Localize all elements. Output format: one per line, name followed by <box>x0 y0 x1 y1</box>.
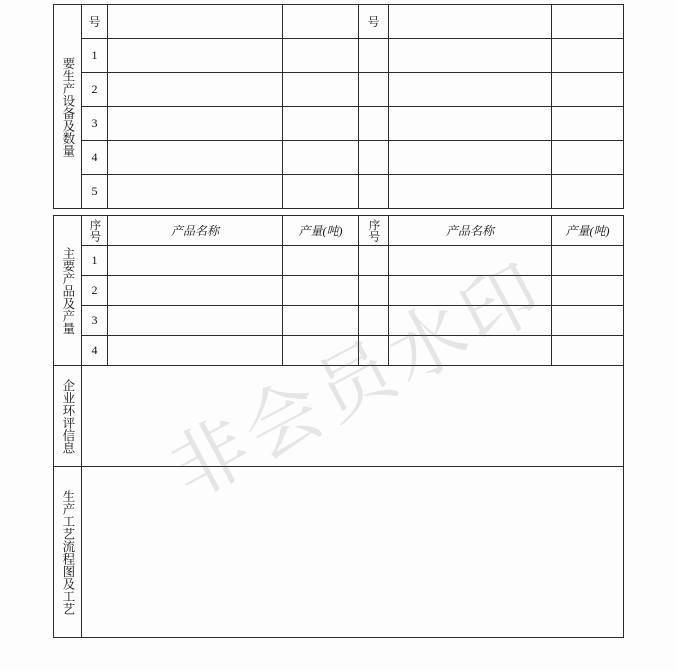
table-row <box>54 107 624 141</box>
equipment-cell-qty[interactable] <box>283 175 359 209</box>
products-header-col3: 产量(吨) <box>283 216 359 246</box>
table-row <box>54 276 624 306</box>
equipment-table <box>53 4 624 209</box>
products-cell-name2[interactable] <box>389 306 552 336</box>
equipment-row-no2 <box>359 107 389 141</box>
table-row <box>54 216 624 246</box>
products-table <box>53 215 624 638</box>
products-row-no2 <box>359 306 389 336</box>
products-cell-qty[interactable] <box>283 276 359 306</box>
table-row <box>54 306 624 336</box>
products-header-col1: 序号 <box>82 216 108 246</box>
products-cell-name[interactable] <box>108 276 283 306</box>
table-row <box>54 246 624 276</box>
table-row <box>54 73 624 107</box>
equipment-header-col5[interactable] <box>389 5 552 39</box>
products-cell-qty2[interactable] <box>552 306 624 336</box>
equipment-cell-name2[interactable] <box>389 107 552 141</box>
products-header-col2: 产品名称 <box>108 216 283 246</box>
equipment-cell-name[interactable] <box>108 107 283 141</box>
equipment-cell-qty[interactable] <box>283 39 359 73</box>
products-row-no: 1 <box>82 246 108 276</box>
equipment-row-no2 <box>359 141 389 175</box>
equipment-cell-qty2[interactable] <box>552 175 624 209</box>
equipment-cell-name2[interactable] <box>389 39 552 73</box>
products-header-col6: 产量(吨) <box>552 216 624 246</box>
table-row <box>54 366 624 467</box>
eia-value[interactable] <box>82 366 624 467</box>
table-row <box>54 5 624 39</box>
equipment-cell-qty2[interactable] <box>552 73 624 107</box>
table-row <box>54 141 624 175</box>
products-row-label: 主要产品及产量 <box>54 216 82 366</box>
products-row-no2 <box>359 276 389 306</box>
products-cell-qty[interactable] <box>283 306 359 336</box>
equipment-row-no: 4 <box>82 141 108 175</box>
products-row-no: 3 <box>82 306 108 336</box>
products-row-no: 4 <box>82 336 108 366</box>
equipment-header-col4: 号 <box>359 5 389 39</box>
products-cell-qty2[interactable] <box>552 276 624 306</box>
equipment-cell-name[interactable] <box>108 141 283 175</box>
equipment-cell-qty2[interactable] <box>552 39 624 73</box>
products-row-no: 2 <box>82 276 108 306</box>
process-label: 生产工艺流程图及工艺 <box>54 467 82 638</box>
equipment-header-col1: 号 <box>82 5 108 39</box>
equipment-row-no2 <box>359 175 389 209</box>
eia-label: 企业环评信息 <box>54 366 82 467</box>
products-cell-qty2[interactable] <box>552 336 624 366</box>
equipment-header-col6[interactable] <box>552 5 624 39</box>
equipment-row-no: 1 <box>82 39 108 73</box>
equipment-cell-name[interactable] <box>108 175 283 209</box>
products-cell-name2[interactable] <box>389 276 552 306</box>
table-row <box>54 175 624 209</box>
equipment-cell-qty[interactable] <box>283 141 359 175</box>
equipment-header-col2[interactable] <box>108 5 283 39</box>
equipment-header-col3[interactable] <box>283 5 359 39</box>
products-row-no2 <box>359 246 389 276</box>
equipment-row-no: 2 <box>82 73 108 107</box>
process-value[interactable] <box>82 467 624 638</box>
equipment-row-no: 5 <box>82 175 108 209</box>
equipment-row-no2 <box>359 73 389 107</box>
equipment-cell-name2[interactable] <box>389 73 552 107</box>
products-cell-name[interactable] <box>108 306 283 336</box>
equipment-cell-qty[interactable] <box>283 107 359 141</box>
products-cell-name[interactable] <box>108 336 283 366</box>
products-row-no2 <box>359 336 389 366</box>
products-cell-name[interactable] <box>108 246 283 276</box>
products-cell-name2[interactable] <box>389 336 552 366</box>
equipment-row-no2 <box>359 39 389 73</box>
equipment-row-no: 3 <box>82 107 108 141</box>
table-row <box>54 467 624 638</box>
products-header-col4: 序号 <box>359 216 389 246</box>
products-header-col5: 产品名称 <box>389 216 552 246</box>
watermark-text: 非会员水印 <box>157 247 560 515</box>
products-cell-name2[interactable] <box>389 246 552 276</box>
products-cell-qty[interactable] <box>283 336 359 366</box>
table-row <box>54 39 624 73</box>
products-cell-qty[interactable] <box>283 246 359 276</box>
equipment-cell-qty2[interactable] <box>552 107 624 141</box>
table-row <box>54 336 624 366</box>
equipment-cell-name2[interactable] <box>389 175 552 209</box>
equipment-cell-name[interactable] <box>108 39 283 73</box>
equipment-cell-qty[interactable] <box>283 73 359 107</box>
products-cell-qty2[interactable] <box>552 246 624 276</box>
equipment-row-label: 要生产设备及数量 <box>54 5 82 209</box>
equipment-cell-qty2[interactable] <box>552 141 624 175</box>
equipment-cell-name[interactable] <box>108 73 283 107</box>
equipment-cell-name2[interactable] <box>389 141 552 175</box>
